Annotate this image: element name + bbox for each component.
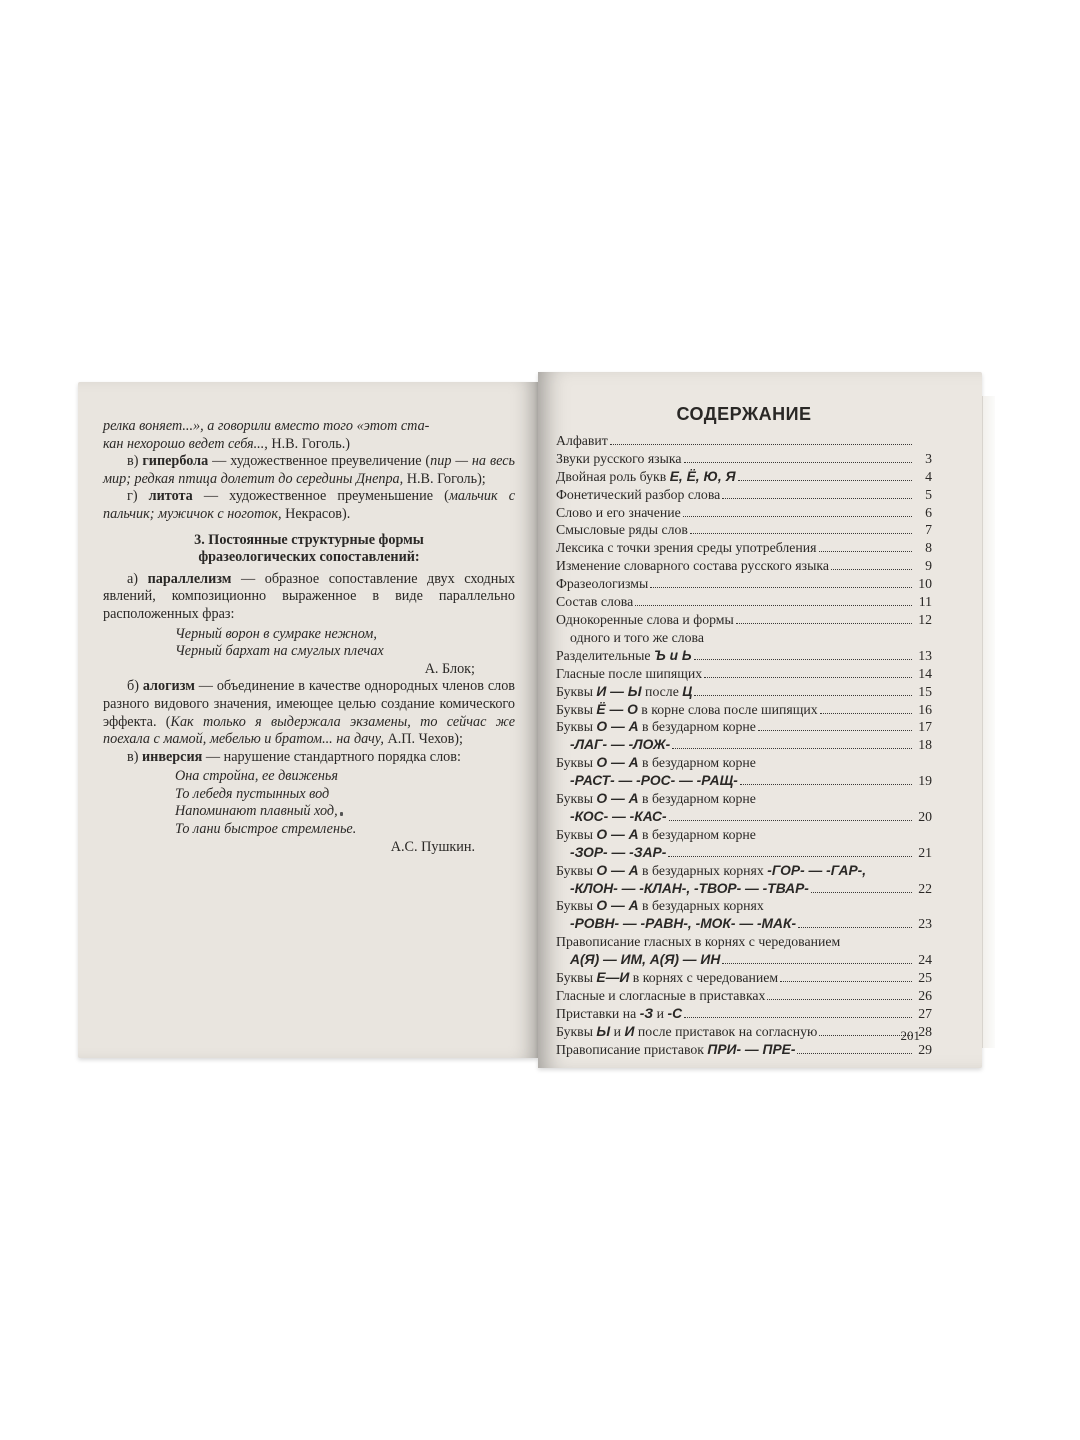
toc-entry-bold-part: -ЛАГ- — -ЛОЖ-: [570, 737, 671, 753]
poem-pushkin-line-2: То лебедя пустынных вод: [175, 785, 330, 802]
toc-entry-label: [556, 791, 756, 806]
toc-entry-bold-part: Е—И: [596, 970, 630, 986]
toc-entry-bold-part: Ц: [682, 683, 693, 699]
toc-entry-label: [556, 1023, 817, 1041]
toc-entry-bold-part: -КЛОН- — -КЛАН-, -ТВОР- — -ТВАР-: [570, 880, 809, 896]
toc-entry: [556, 629, 932, 647]
poem-blok-author: А. Блок;: [424, 660, 475, 677]
toc-entry-label: [570, 880, 809, 898]
toc-leader-dots: [758, 730, 912, 731]
poem-pushkin-line-1: Она стройна, ее движенья: [175, 768, 338, 785]
poem-pushkin-line-3: Напоминают плавный ход,: [175, 803, 338, 820]
section-3-heading: 3. Постоянные структурные формы фразеологических сопоставлений:: [194, 531, 424, 566]
toc-entry-text-part: одного и того же слова: [570, 629, 704, 645]
toc-entry-text-part: Гласные после шипящих: [556, 665, 703, 681]
toc-entry-text-part: Двойная роль букв: [556, 468, 670, 484]
toc-entry-text-part: Буквы: [556, 862, 597, 878]
toc-entry: [556, 593, 932, 611]
toc-entry: [556, 933, 932, 951]
toc-entry-page: 25: [918, 970, 932, 986]
toc-entry-bold-part: И — Ы: [596, 683, 642, 699]
toc-entry-text-part: после: [641, 683, 683, 699]
toc-entry: [556, 1041, 932, 1059]
toc-entry-label: [556, 969, 778, 987]
toc-entry-text-part: Фразеологизмы: [556, 576, 649, 592]
toc-entry-bold-part: О — А: [596, 862, 639, 878]
toc-entry-label: [570, 630, 704, 645]
toc-entry: [556, 486, 932, 504]
toc-entry: [556, 880, 932, 898]
toc-entry-bold-part: -ГОР- — -ГАР-,: [767, 862, 867, 878]
toc-entry-label: [556, 1005, 682, 1023]
toc-entry-text-part: в безударном корне: [638, 826, 756, 842]
toc-entry-bold-part: -КОС- — -КАС-: [570, 808, 667, 824]
toc-entry-page: 13: [918, 647, 932, 663]
toc-entry: [556, 897, 932, 915]
toc-entry: [556, 987, 932, 1005]
toc-entry-text-part: Гласные и слогласные в приставках: [556, 988, 766, 1003]
toc-entry-label: [556, 701, 818, 719]
paragraph-gogol-end: релка воняет...», а говорили вместо того «этот ста- кан нехорошо ведет себя..., Н.В. Гоголь.): [103, 418, 430, 452]
toc-entry-text-part: Правописание приставок: [556, 1041, 708, 1057]
toc-entry-bold-part: О — А: [596, 898, 639, 914]
toc-leader-dots: [738, 480, 912, 481]
toc-entry: [556, 521, 932, 539]
page-edges: [982, 396, 995, 1048]
toc-entry-text-part: Однокоренные слова и формы: [556, 611, 734, 627]
toc-entry-text-part: Буквы: [556, 755, 597, 771]
toc-entry-page: 21: [918, 844, 932, 860]
toc-entry-page: 23: [918, 916, 932, 932]
toc-entry: [556, 951, 932, 969]
toc-leader-dots: [798, 927, 912, 928]
toc-leader-dots: [690, 533, 912, 534]
toc-entry: [556, 468, 932, 486]
toc-entry-page: 22: [918, 880, 932, 896]
toc-entry-label: [570, 951, 720, 969]
toc-entry-bold-part: -РАСТ- — -РОС- — -РАЩ-: [570, 773, 738, 789]
toc-leader-dots: [704, 677, 912, 678]
toc-entry-page: 17: [918, 719, 932, 735]
toc-entry-text-part: Буквы: [556, 1023, 597, 1039]
toc-entry-label: [556, 593, 633, 611]
toc-entry-label: [556, 611, 734, 629]
toc-entry-text-part: Состав слова: [556, 594, 634, 610]
toc-leader-dots: [736, 623, 912, 624]
toc-entry-text-part: Звуки русского языка: [556, 450, 682, 466]
toc-entry-bold-part: ПРИ- — ПРЕ-: [707, 1041, 796, 1057]
toc-entry-text-part: в безударных корнях: [638, 862, 768, 878]
toc-entry-text-part: Буквы: [556, 898, 597, 914]
toc-entry-text-part: Разделительные: [556, 647, 654, 663]
toc-entry-text-part: Буквы: [556, 683, 597, 699]
toc-entry-page: 26: [918, 988, 932, 1003]
toc-entry-text-part: в безударных корнях: [638, 898, 764, 914]
toc-leader-dots: [610, 444, 912, 445]
toc-entry: [556, 575, 932, 593]
toc-leader-dots: [831, 569, 912, 570]
toc-entry: [556, 432, 932, 450]
toc-entry: [556, 450, 932, 468]
toc-leader-dots: [722, 498, 912, 499]
toc-entry-text-part: Правописание гласных в корнях с чередованием: [556, 934, 841, 950]
toc-title: СОДЕРЖАНИЕ: [676, 404, 812, 424]
toc-entry-label: [570, 915, 796, 933]
toc-entry: [556, 790, 932, 808]
toc-entry-text-part: Алфавит: [556, 432, 608, 448]
right-page: [538, 372, 982, 1068]
toc-entry-page: 28: [918, 1023, 932, 1039]
toc-entry-label: [556, 987, 765, 1005]
toc-leader-dots: [635, 605, 912, 606]
toc-entry: [556, 808, 932, 826]
toc-entry: [556, 504, 932, 522]
toc-entry-label: [556, 898, 764, 913]
toc-entry-label: [556, 863, 866, 878]
toc-entry-page: 10: [918, 576, 932, 592]
toc-entry-page: 20: [918, 808, 932, 824]
toc-leader-dots: [722, 963, 912, 964]
toc-leader-dots: [694, 695, 912, 696]
toc-leader-dots: [694, 659, 912, 660]
toc-entry-page: 27: [918, 1005, 932, 1021]
toc-entry-page: 3: [925, 450, 932, 466]
toc-entry-text-part: и: [653, 1005, 668, 1021]
paragraph-hyperbole: в) гипербола — художественное преувеличение (пир — на весь мир; редкая птица долетит до середины Днепра, Н.В. Гоголь);: [103, 453, 515, 487]
toc-leader-dots: [797, 1053, 912, 1054]
toc-entry-bold-part: Ы: [596, 1023, 611, 1039]
toc-entry-page: 6: [925, 504, 932, 520]
toc-entry-page: 11: [918, 594, 932, 610]
toc-entry: [556, 701, 932, 719]
toc-entry-text-part: Смысловые ряды слов: [556, 522, 688, 538]
toc-entry-text-part: Лексика с точки зрения среды употребления: [556, 540, 817, 556]
toc-entry: [556, 754, 932, 772]
toc-leader-dots: [811, 892, 912, 893]
toc-entry-text-part: Слово и его значение: [556, 504, 681, 520]
toc-entry-page: 19: [918, 773, 932, 789]
toc-entry-page: 29: [918, 1041, 932, 1057]
toc-leader-dots: [767, 999, 912, 1000]
toc-entry-text-part: Буквы: [556, 701, 597, 717]
left-page: [78, 382, 538, 1058]
toc-entry: [556, 844, 932, 862]
toc-leader-dots: [819, 551, 912, 552]
toc-leader-dots: [650, 587, 912, 588]
toc-entry-text-part: после приставок на согласную: [634, 1023, 818, 1039]
toc-entry-bold-part: -С: [667, 1005, 683, 1021]
toc-leader-dots: [820, 713, 912, 714]
toc-entry: [556, 915, 932, 933]
toc-entry-label: [556, 665, 702, 683]
toc-entry-text-part: Фонетический разбор слова: [556, 486, 721, 502]
toc-entry-label: [556, 683, 692, 701]
toc-entry-label: [556, 647, 692, 665]
toc-list: [556, 432, 932, 1059]
toc-entry-page: 15: [918, 683, 932, 699]
toc-entry-page: 16: [918, 701, 932, 717]
toc-entry-text-part: Буквы: [556, 791, 597, 807]
paragraph-parallelism: а) параллелизм — образное сопоставление двух сходных явлений, композиционно выраженное в виде параллельно расположенных фраз:: [103, 570, 515, 622]
toc-entry-text-part: в корнях с чередованием: [629, 970, 779, 986]
toc-entry-page: 18: [918, 737, 932, 753]
toc-entry: [556, 647, 932, 665]
table-of-contents: [556, 406, 932, 1059]
paragraph-inversion: в) инверсия — нарушение стандартного порядка слов:: [127, 748, 461, 765]
toc-leader-dots: [740, 784, 912, 785]
toc-entry-bold-part: -З: [639, 1005, 654, 1021]
page-number: 201: [900, 1028, 920, 1043]
toc-entry: [556, 665, 932, 683]
toc-entry: [556, 862, 932, 880]
toc-entry-page: 5: [925, 486, 932, 502]
toc-entry: [556, 539, 932, 557]
toc-entry-bold-part: Ъ и Ь: [653, 647, 692, 663]
toc-entry-page: 4: [925, 468, 932, 484]
toc-entry: [556, 683, 932, 701]
toc-leader-dots: [672, 748, 912, 749]
toc-leader-dots: [668, 856, 912, 857]
toc-entry-bold-part: -РОВН- — -РАВН-, -МОК- — -МАК-: [570, 916, 797, 932]
toc-entry-bold-part: О — А: [596, 719, 639, 735]
toc-entry: [556, 736, 932, 754]
toc-entry-bold-part: И: [624, 1023, 635, 1039]
toc-entry-label: [556, 539, 817, 557]
toc-entry-text-part: в безударном корне: [638, 719, 756, 735]
toc-entry-bold-part: -ЗОР- — -ЗАР-: [570, 844, 667, 860]
poem-pushkin-line-4: То лани быстрое стремленье.: [175, 821, 357, 838]
toc-entry-bold-part: О — А: [596, 791, 639, 807]
toc-entry: [556, 557, 932, 575]
toc-entry-label: [556, 468, 736, 486]
toc-entry-label: [556, 827, 756, 842]
toc-entry-text-part: в безударном корне: [638, 791, 756, 807]
toc-entry-label: [570, 736, 670, 754]
toc-entry-label: [556, 718, 756, 736]
toc-entry-page: 9: [925, 558, 932, 574]
toc-leader-dots: [819, 1035, 912, 1036]
paragraph-alogism: б) алогизм — объединение в качестве однородных членов слов разного видового значения, имеющее целью создание комического эффекта. (Как только я выдержала экзамены, то сейчас же поехала с мамой, мебелью и братом... на дачу, А.П. Чехов);: [103, 678, 515, 748]
toc-entry-bold-part: Ё — О: [596, 701, 638, 717]
toc-leader-dots: [683, 516, 912, 517]
toc-entry-text-part: и: [610, 1023, 625, 1039]
toc-entry-label: [570, 808, 667, 826]
toc-entry-text-part: Буквы: [556, 826, 597, 842]
toc-entry: [556, 1005, 932, 1023]
toc-entry-label: [570, 844, 666, 862]
toc-entry: [556, 718, 932, 736]
toc-entry-text-part: Буквы: [556, 970, 597, 986]
toc-entry-label: [556, 1041, 795, 1059]
toc-entry: [556, 1023, 932, 1041]
toc-entry-bold-part: О — А: [596, 755, 639, 771]
paragraph-litota: г) литота — художественное преуменьшение (мальчик с пальчик; мужичок с ноготок, Некрасов).: [103, 488, 516, 522]
toc-entry-bold-part: Е, Ё, Ю, Я: [669, 468, 736, 484]
toc-entry-label: [556, 934, 840, 949]
toc-entry: [556, 611, 932, 629]
toc-entry-text-part: Приставки на: [556, 1005, 640, 1021]
toc-entry-text-part: в безударном корне: [638, 755, 756, 771]
toc-entry-label: [556, 575, 648, 593]
toc-entry-page: 24: [918, 952, 932, 968]
toc-entry-text-part: Буквы: [556, 719, 597, 735]
toc-entry-label: [556, 557, 829, 575]
toc-entry-label: [570, 772, 738, 790]
print-speck: [340, 812, 343, 816]
toc-entry: [556, 772, 932, 790]
toc-leader-dots: [684, 1017, 912, 1018]
poem-blok-line-1: Черный ворон в сумраке нежном,: [175, 625, 377, 642]
toc-entry-label: [556, 504, 681, 522]
toc-leader-dots: [669, 820, 912, 821]
poem-blok-line-2: Черный бархат на смуглых плечах: [175, 643, 384, 660]
toc-entry-label: [556, 755, 756, 770]
toc-entry-label: [556, 486, 720, 504]
toc-entry: [556, 826, 932, 844]
toc-entry-page: 8: [925, 540, 932, 556]
toc-leader-dots: [780, 981, 912, 982]
open-book: [78, 372, 994, 1070]
toc-entry-page: 7: [925, 522, 932, 538]
toc-entry: [556, 969, 932, 987]
toc-entry-label: [556, 450, 682, 468]
toc-entry-bold-part: О — А: [596, 826, 639, 842]
toc-entry-bold-part: А(Я) — ИМ, А(Я) — ИН: [570, 952, 721, 968]
toc-leader-dots: [684, 462, 913, 463]
toc-entry-page: 14: [918, 665, 932, 681]
toc-entry-text-part: в корне слова после шипящих: [637, 701, 818, 717]
left-page-text: [103, 418, 515, 856]
toc-entry-label: [556, 432, 608, 450]
poem-pushkin-author: А.С. Пушкин.: [390, 838, 475, 855]
toc-entry-label: [556, 521, 688, 539]
toc-entry-page: 12: [918, 611, 932, 627]
toc-entry-text-part: Изменение словарного состава русского языка: [556, 558, 829, 574]
